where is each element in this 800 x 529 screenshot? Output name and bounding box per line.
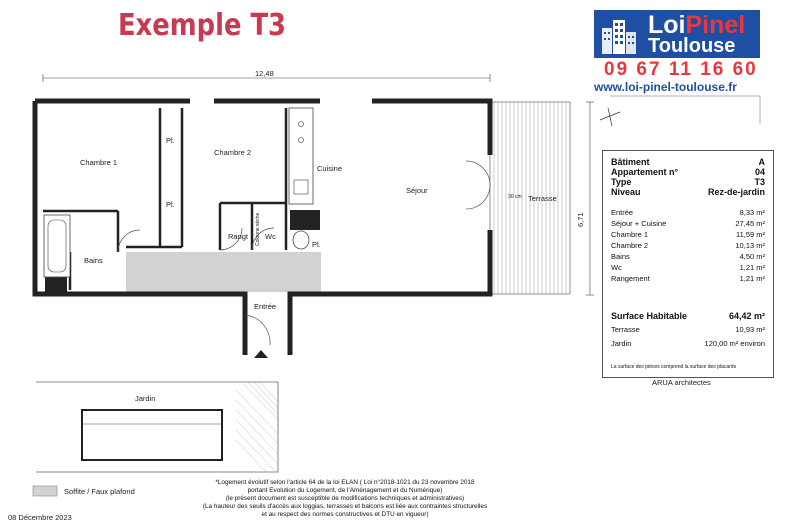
room-placard1: Pl. (166, 136, 175, 145)
info-panel (602, 150, 774, 378)
value-chambre2: 10,13 m² (735, 241, 765, 250)
site-plan (36, 382, 278, 472)
room-chambre2: Chambre 2 (214, 148, 252, 157)
room-terrasse: Terrasse (528, 194, 557, 203)
surface-note: La surface des pièces comprend la surface des placards (611, 364, 737, 370)
label-batiment: Bâtiment (611, 157, 650, 167)
width-dimension: 12,48 (255, 69, 274, 78)
label-rangement: Rangement (611, 274, 650, 283)
architect-credit: ARUA architectes (652, 378, 711, 387)
room-chambre1: Chambre 1 (80, 158, 118, 167)
footer-line: et au respect des normes constructives et DTU en vigueur) (261, 511, 429, 518)
website-link[interactable]: www.loi-pinel-toulouse.fr (594, 80, 737, 94)
label-niveau: Niveau (611, 187, 641, 197)
room-bains: Bains (84, 256, 103, 265)
colonne-label: Colonne sèche (255, 212, 261, 246)
label-sejour: Séjour + Cuisine (611, 219, 667, 228)
footer-line: *Logement évolutif selon l'article 64 de la loi ELAN ( Loi n°2018-1021 du 23 novembre 2018 (215, 479, 475, 486)
value-terrasse: 10,93 m² (735, 325, 765, 334)
north-arrow-icon (600, 108, 620, 126)
site-jardin: Jardin (135, 394, 156, 403)
footer-line: portant Evolution du Logement, de l'Aménagement et du Numérique) (247, 487, 443, 494)
room-placard3: Pl. (312, 240, 321, 249)
value-type: T3 (754, 177, 765, 187)
value-chambre1: 11,59 m² (735, 230, 765, 239)
room-entree: Entrée (254, 302, 277, 311)
footer-line: (le présent document est susceptible de modifications techniques et administratives) (225, 495, 465, 502)
label-terrasse: Terrasse (611, 325, 640, 334)
label-jardin: Jardin (611, 339, 632, 348)
label-appartement: Appartement n° (611, 167, 679, 177)
value-wc: 1,21 m² (739, 263, 765, 272)
label-chambre1: Chambre 1 (611, 230, 649, 239)
legend-swatch (33, 486, 57, 496)
value-jardin: 120,00 m² environ (704, 339, 765, 348)
value-entree: 8,33 m² (739, 208, 765, 217)
legend-label: Soffite / Faux plafond (64, 487, 135, 496)
terrace-mark: 30 cm (508, 194, 522, 200)
room-cuisine: Cuisine (317, 164, 343, 173)
room-placard2: Pl. (166, 200, 175, 209)
date-label: 08 Décembre 2023 (8, 513, 72, 522)
value-sejour: 27,45 m² (735, 219, 765, 228)
label-total: Surface Habitable (611, 311, 688, 321)
page-title: Exemple T3 (118, 8, 286, 43)
footer-notes (180, 479, 510, 519)
label-entree: Entrée (611, 208, 634, 217)
value-appartement: 04 (754, 167, 765, 177)
room-rangt: Rangt (228, 232, 249, 241)
height-dimension: 6,71 (576, 212, 585, 227)
value-bains: 4,50 m² (739, 252, 765, 261)
brand-name-line1: LoiPinel (648, 11, 746, 39)
value-niveau: Rez-de-jardin (707, 187, 765, 197)
footer-line: (La hauteur des seuils d'accès aux loggias, terrasses et balcons est liée aux contraintes structurelles (202, 503, 488, 510)
brand-name-line2: Toulouse (648, 35, 736, 57)
phone-number[interactable]: 09 67 11 16 60 (604, 59, 758, 80)
label-bains: Bains (611, 252, 630, 261)
value-batiment: A (758, 157, 765, 167)
value-rangement: 1,21 m² (739, 274, 765, 283)
label-type: Type (611, 177, 632, 187)
value-total: 64,42 m² (728, 311, 765, 321)
label-chambre2: Chambre 2 (611, 241, 649, 250)
room-wc: Wc (265, 232, 276, 241)
label-wc: Wc (611, 263, 622, 272)
room-sejour: Séjour (406, 186, 428, 195)
